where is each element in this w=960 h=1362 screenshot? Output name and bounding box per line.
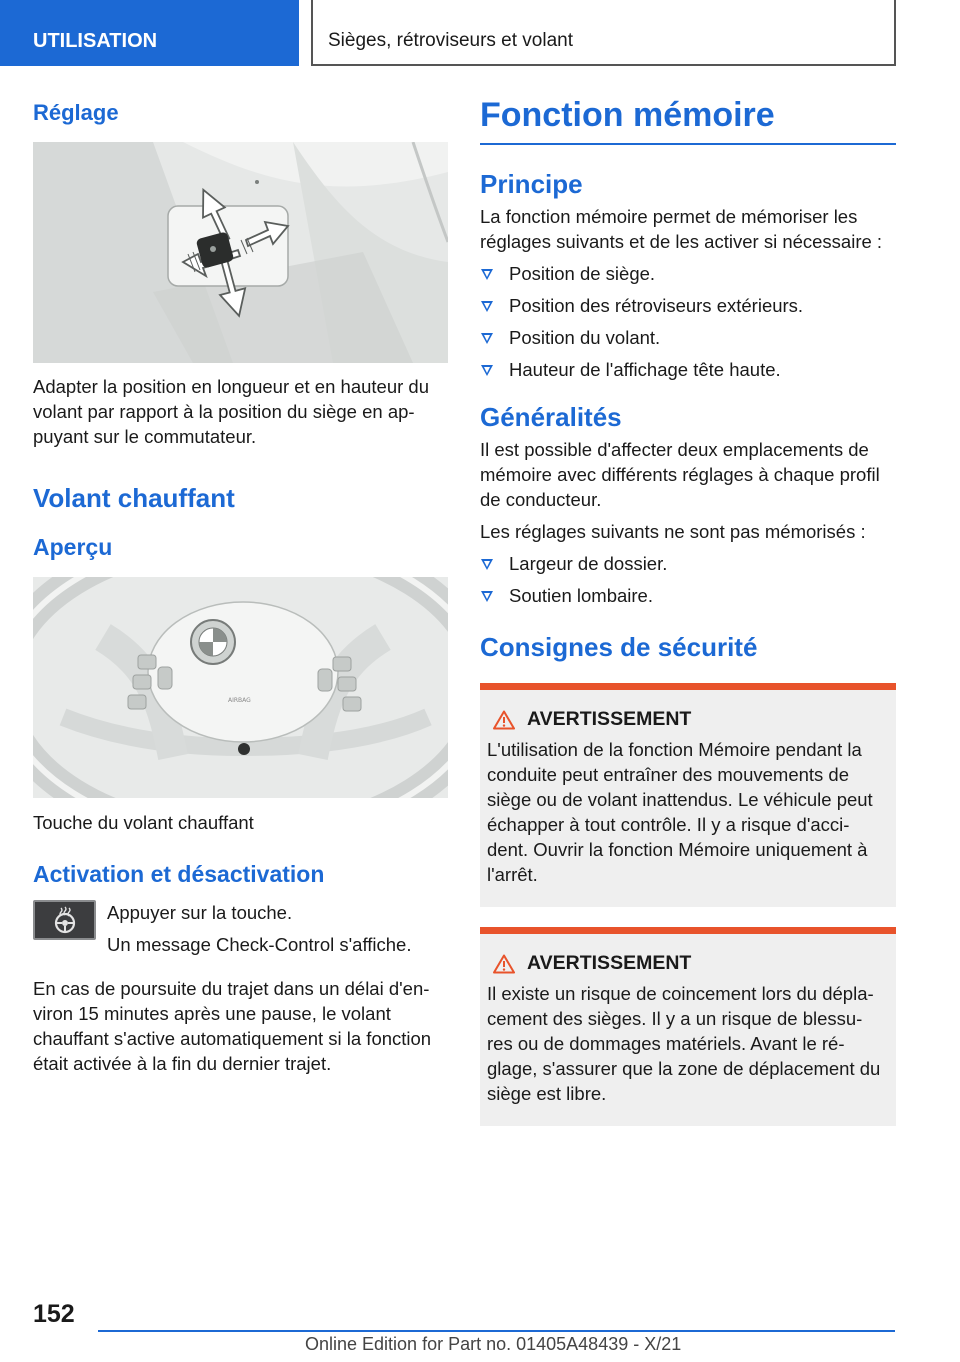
page-header [0, 0, 960, 66]
activation-step-2: Un message Check-Control s'affiche. [107, 934, 412, 955]
svg-text:AIRBAG: AIRBAG [228, 697, 251, 704]
left-column [33, 100, 448, 1083]
joystick-arrows-illustration [33, 142, 448, 363]
chapter-label: UTILISATION [0, 0, 299, 66]
warning-triangle-icon [493, 710, 515, 730]
heated-steering-wheel-icon [33, 900, 96, 940]
list-item: Position des rétroviseurs extérieurs. [480, 293, 896, 318]
warning-title: AVERTISSEMENT [487, 708, 888, 731]
list-item: Largeur de dossier. [480, 551, 896, 576]
fonction-memoire-heading: Fonction mémoire [480, 96, 896, 145]
generalites-text-1: Il est possible d'affecter deux emplacements de mémoire avec différents réglages à chaque profil de conducteur. [480, 439, 880, 510]
activation-step-row [33, 900, 448, 964]
warning-text: L'utilisation de la fonction Mémoire pendant la conduite peut entraîner des mouvements de siège ou de volant inattendus. Le véhicule peut échapper à tout contrôle. Il y a risque d'acci‐dent. Ouvrir la fonction Mémoire uniquement à l'arrêt. [487, 739, 873, 885]
page-number: 152 [33, 1300, 75, 1328]
bullet-triangle-icon [481, 559, 493, 570]
volant-chauffant-heading: Volant chauffant [33, 483, 235, 513]
warning-box [480, 927, 896, 1126]
steering-wheel-illustration [33, 577, 448, 798]
bullet-triangle-icon [481, 591, 493, 602]
bullet-triangle-icon [481, 333, 493, 344]
steering-wheel-drawing [33, 577, 448, 798]
principe-heading: Principe [480, 169, 583, 199]
edition-label: Online Edition for Part no. 01405A48439 - X/21 [305, 1334, 682, 1354]
activation-heading: Activation et désactivation [33, 861, 325, 887]
activation-step-1: Appuyer sur la touche. [107, 902, 293, 923]
list-item: Hauteur de l'affichage tête haute. [480, 357, 896, 382]
warning-title: AVERTISSEMENT [487, 952, 888, 975]
generalites-list [480, 551, 896, 608]
warning-triangle-icon [493, 954, 515, 974]
list-item: Position du volant. [480, 325, 896, 350]
generalites-text-2: Les réglages suivants ne sont pas mémorisés : [480, 521, 866, 542]
bullet-triangle-icon [481, 269, 493, 280]
footer-divider [98, 1330, 895, 1332]
steering-adjust-illustration [33, 142, 448, 363]
list-item: Position de siège. [480, 261, 896, 286]
auto-activation-text: En cas de poursuite du trajet dans un délai d'en‐viron 15 minutes après une pause, le volant chauffant s'active automatiquement si la fonction était activée à la fin du dernier trajet. [33, 978, 432, 1074]
warning-text: Il existe un risque de coincement lors du dépla‐cement des sièges. Il y a un risque de blessu‐res ou de dommages matériels. Avant le ré‐glage, s'assurer que la zone de déplacement du siège est libre. [487, 983, 881, 1104]
warning-box [480, 683, 896, 907]
principe-intro: La fonction mémoire permet de mémoriser les réglages suivants et de les activer si nécessaire : [480, 206, 883, 252]
principe-list [480, 261, 896, 382]
apercu-heading: Aperçu [33, 534, 113, 560]
list-item: Soutien lombaire. [480, 583, 896, 608]
generalites-heading: Généralités [480, 402, 622, 432]
reglage-heading: Réglage [33, 100, 119, 125]
bullet-triangle-icon [481, 301, 493, 312]
reglage-caption: Adapter la position en longueur et en hauteur du volant par rapport à la position du siège en ap‐puyant sur le commutateur. [33, 376, 429, 447]
right-column [480, 96, 896, 1126]
securite-heading: Consignes de sécurité [480, 632, 758, 662]
section-label: Sièges, rétroviseurs et volant [311, 0, 896, 66]
bullet-triangle-icon [481, 365, 493, 376]
apercu-caption: Touche du volant chauffant [33, 812, 254, 833]
